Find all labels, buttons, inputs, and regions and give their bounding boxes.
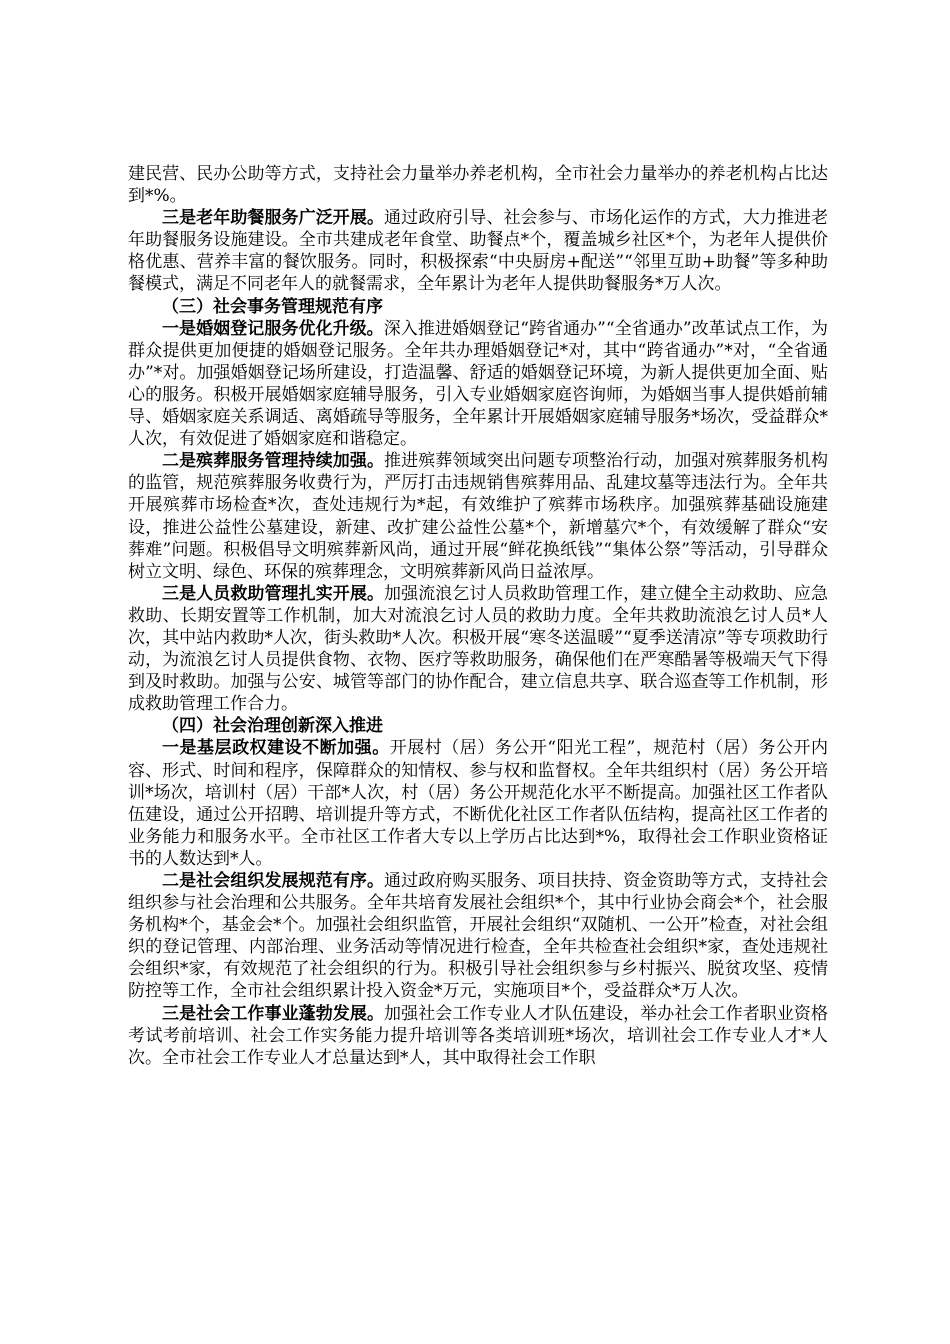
paragraph-lead: 二是殡葬服务管理持续加强。 <box>162 451 385 472</box>
paragraph-text: 推进殡葬领域突出问题专项整治行动，加强对殡葬服务机构的监管，规范殡葬服务收费行为，严厉打击违规销售殡葬用品、乱建坟墓等违法行为。全年共开展殡葬市场检查*次，查处违规行为*起，有效维护了殡葬市场秩序。加强殡葬基础设施建设，推进公益性公墓建设，新建、改扩建公益性公墓*个，新增墓穴*个，有效缓解了群众“安葬难”问题。积极倡导文明殡葬新风尚，通过开展“鲜花换纸钱”“集体公祭”等活动，引导群众树立文明、绿色、环保的殡葬理念，文明殡葬新风尚日益浓厚。 <box>128 451 829 582</box>
paragraph-lead: 二是社会组织发展规范有序。 <box>162 871 385 891</box>
paragraph-text: 深入推进婚姻登记“跨省通办”“全省通办”改革试点工作，为群众提供更加便捷的婚姻登记服务。全年共办理婚姻登记*对，其中“跨省通办”*对，“全省通办”*对。加强婚姻登记场所建设，打造温馨、舒适的婚姻登记环境，为新人提供更加全面、贴心的服务。积极开展婚姻家庭辅导服务，引入专业婚姻家庭咨询师，为婚姻当事人提供婚前辅导、婚姻家庭关系调适、离婚疏导等服务，全年累计开展婚姻家庭辅导服务*场次，受益群众*人次，有效促进了婚姻家庭和谐稳定。 <box>128 318 829 450</box>
paragraph-text: 通过政府购买服务、项目扶持、资金资助等方式，支持社会组织参与社会治理和公共服务。全年共培育发展社会组织*个，其中行业协会商会*个，社会服务机构*个，基金会*个。加强社会组织监管，开展社会组织“双随机、一公开”检查，对社会组织的登记管理、内部治理、业务活动等情况进行检查，全年共检查社会组织*家，查处违规社会组织*家，有效规范了社会组织的行为。积极引导社会组织参与乡村振兴、脱贫攻坚、疫情防控等工作，全市社会组织累计投入资金*万元，实施项目*个，受益群众*万人次。 <box>128 871 829 1002</box>
paragraph-funeral-service <box>128 450 828 583</box>
paragraph-rescue-management <box>128 583 828 716</box>
section-heading-social-governance: （四）社会治理创新深入推进 <box>162 716 383 737</box>
paragraph-lead: 三是社会工作事业蓬勃发展。 <box>162 1003 385 1024</box>
paragraph-text: 通过政府引导、社会参与、市场化运作的方式，大力推进老年助餐服务设施建设。全市共建成老年食堂、助餐点*个，覆盖城乡社区*个，为老年人提供价格优惠、营养丰富的餐饮服务。同时，积极探索“中央厨房+配送”“邻里互助+助餐”等多种助餐模式，满足不同老年人的就餐需求，全年累计为老年人提供助餐服务*万人次。 <box>128 208 829 295</box>
paragraph-lead: 一是基层政权建设不断加强。 <box>162 738 390 759</box>
paragraph-elderly-institutions <box>128 163 828 207</box>
paragraph-marriage-registration <box>128 318 828 451</box>
paragraph-social-work <box>128 1003 828 1069</box>
section-heading-social-affairs: （三）社会事务管理规范有序 <box>162 296 383 317</box>
paragraph-text: 建民营、民办公助等方式，支持社会力量举办养老机构，全市社会力量举办的养老机构占比达到*%。 <box>128 164 828 207</box>
paragraph-text: 加强社会工作专业人才队伍建设，举办社会工作者职业资格考试考前培训、社会工作实务能力提升培训等各类培训班*场次，培训社会工作专业人才*人次。全市社会工作专业人才总量达到*人，其中取得社会工作职 <box>128 1003 829 1068</box>
paragraph-lead: 三是人员救助管理扎实开展。 <box>162 583 385 604</box>
paragraph-text: 加强流浪乞讨人员救助管理工作，建立健全主动救助、应急救助、长期安置等工作机制，加大对流浪乞讨人员的救助力度。全年共救助流浪乞讨人员*人次，其中站内救助*人次，街头救助*人次。积极开展“寒冬送温暖”“夏季送清凉”等专项救助行动，为流浪乞讨人员提供食物、衣物、医疗等救助服务，确保他们在严寒酷暑等极端天气下得到及时救助。加强与公安、城管等部门的协作配合，建立信息共享、联合巡查等工作机制，形成救助管理工作合力。 <box>128 583 829 715</box>
paragraph-social-organizations <box>128 870 828 1003</box>
paragraph-lead: 三是老年助餐服务广泛开展。 <box>162 208 385 229</box>
paragraph-elderly-meal-service <box>128 207 828 295</box>
paragraph-grassroots-government <box>128 737 828 870</box>
paragraph-lead: 一是婚姻登记服务优化升级。 <box>162 318 384 339</box>
paragraph-text: 开展村（居）务公开“阳光工程”，规范村（居）务公开内容、形式、时间和程序，保障群众的知情权、参与权和监督权。全年共组织村（居）务公开培训*场次，培训村（居）干部*人次，村（居）务公开规范化水平不断提高。加强社区工作者队伍建设，通过公开招聘、培训提升等方式，不断优化社区工作者队伍结构，提高社区工作者的业务能力和服务水平。全市社区工作者大专以上学历占比达到*%，取得社会工作职业资格证书的人数达到*人。 <box>128 738 829 869</box>
document-page <box>128 163 828 1069</box>
